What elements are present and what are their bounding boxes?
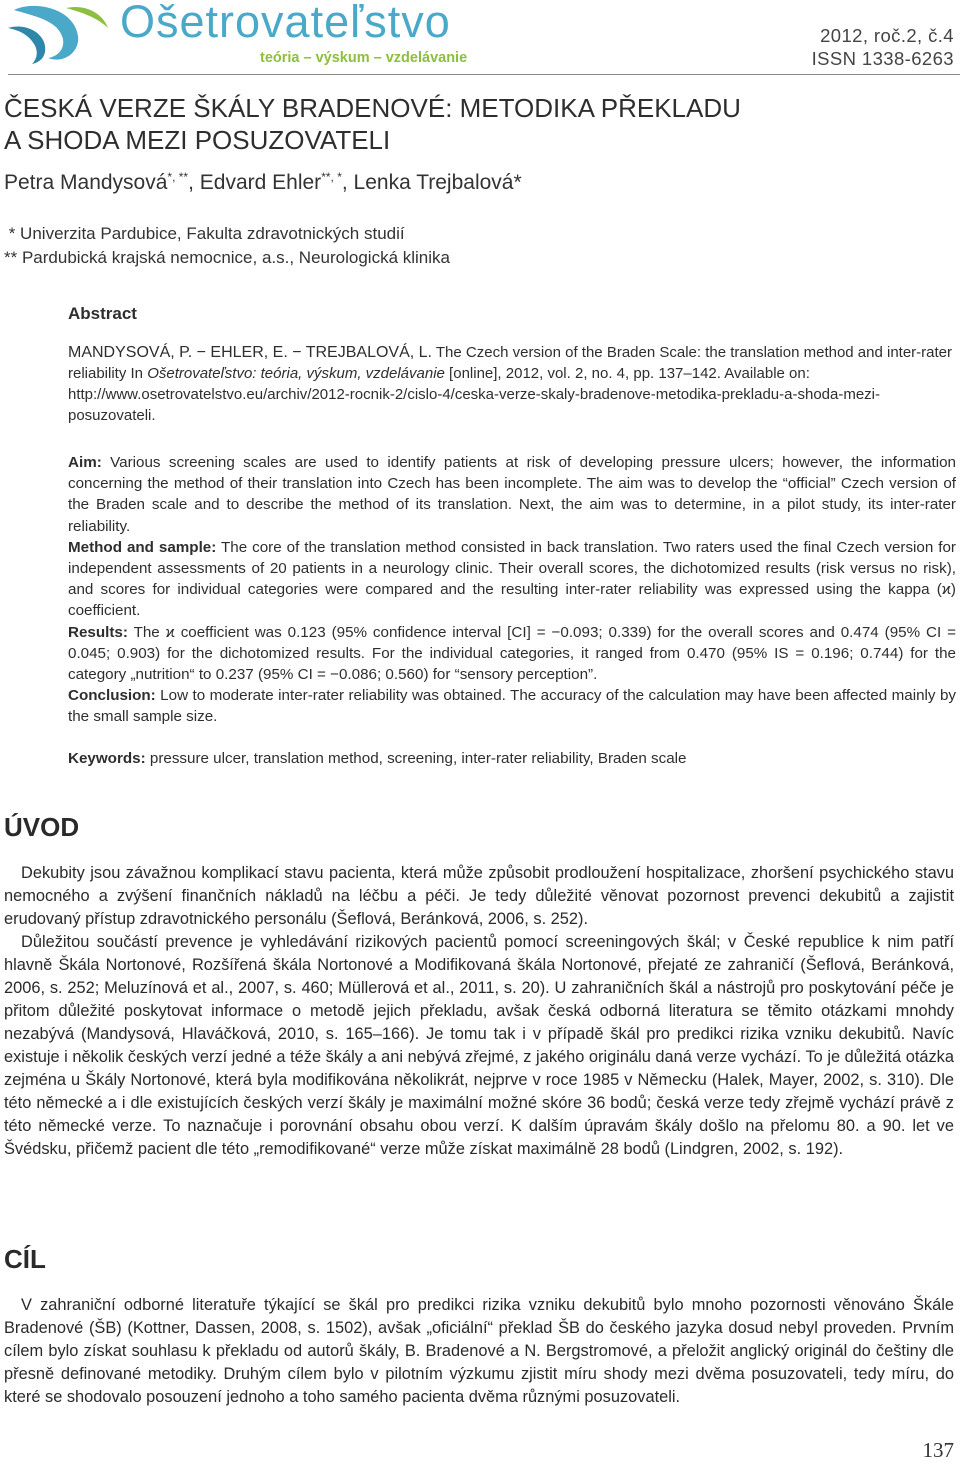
paragraph: Důležitou součástí prevence je vyhledávání rizikových pacientů pomocí screeningových škál; v České republice k nim patří hlavně Škála Nortonové, Rozšířená škála Nortonové a Modifikovaná škála Nortonové, přejaté ze zahraničí (Šeflová, Beránková, 2006, s. 252; Meluzínová et al., 2007, s. 460; Müllerová et al., 2011, s. 20). U zahraničních škál a nástrojů pro poskytování péče je přitom důležité poskytovat informace o metodě jejich překladu, avšak česká odborná literatura se těmito otázkami mnohdy nezabývá (Mandysová, Hlaváčková, 2010, s. 165–166). Je tomu tak i v případě škál pro predikci rizika vzniku dekubitů. Navíc existuje i několik českých verzí jedné a téže škály a ani nebývá zřejmé, z jakého originálu daná verze vychází. To je důležitá otázka zejména u Škály Nortonové, která byla modifikována několikrát, nejprve v roce 1985 v Německu (Halek, Mayer, 2002, s. 310). Dle této německé a i dle existujících českých verzí škály je maximální možné skóre 36 bodů; česká verze tedy zřejmě vychází právě z této německé verze. To naznačuje i porovnání obsahu obou verzí. K dalším úpravám škály došlo na přelomu 80. a 90. let ve Švédsku, přičemž pacient dle této „remodifikované“ verze může získat maximálně 28 bodů (Lindgren, 2002, s. 192).: [4, 933, 954, 1158]
affiliation-1: * Univerzita Pardubice, Fakulta zdravotnických studií: [4, 224, 405, 243]
author-name: Petra Mandysová: [4, 171, 168, 194]
results-text: The ϰ coefficient was 0.123 (95% confidence interval [CI] = −0.093; 0.339) for the overall scores and 0.474 (95% CI = 0.045; 0.903) for the dichotomized results. For the individual categories, it ranged from 0.470 (95% IS = 0.196; 0.744) for the category „nutrition“ to 0.237 (95% CI = −0.086; 0.560) for “sensory perception”.: [68, 623, 956, 684]
abstract-conclusion: [68, 685, 956, 727]
citation: [68, 342, 956, 426]
paragraph: Dekubity jsou závažnou komplikací stavu pacienta, která může způsobit prodloužení hospitalizace, zhoršení psychického stavu nemocného a zvýšení finančních nákladů na léčbu a péči. Je tedy důležité věnovat pozornost prevenci dekubitů a zajistit erudovaný přístup zdravotnického personálu (Šeflová, Beránková, 2006, s. 252).: [4, 864, 954, 928]
abstract-block: [68, 304, 956, 767]
citation-rest: [online], 2012, vol. 2, no. 4, pp. 137–142. Available on: http://www.osetrovatelstvo.eu/archiv/2012-rocnik-2/cislo-4/ceska-verze-skaly-bradenove-metodika-prekladu-a-shoda-mezi-posuzovateli.: [68, 365, 881, 424]
keywords-text: pressure ulcer, translation method, screening, inter-rater reliability, Braden scale: [145, 749, 687, 767]
method-label: Method and sample:: [68, 538, 217, 556]
author-affil-marker: *, **: [167, 170, 189, 184]
citation-journal: Ošetrovateľstvo: teória, výskum, vzdelávanie: [147, 365, 445, 382]
issue-info: [812, 24, 954, 70]
issn-line: ISSN 1338-6263: [811, 48, 954, 69]
keywords: [68, 750, 956, 767]
affiliation-2: ** Pardubická krajská nemocnice, a.s., Neurologická klinika: [4, 248, 450, 267]
journal-title: Ošetrovateľstvo: [120, 0, 451, 47]
title-line-2: A SHODA MEZI POSUZOVATELI: [4, 125, 391, 155]
conclusion-label: Conclusion:: [68, 687, 156, 705]
paragraph: V zahraniční odborné literatuře týkající se škál pro predikci rizika vzniku dekubitů bylo mnoho pozornosti věnováno Škále Bradenové (ŠB) (Kottner, Dassen, 2008, s. 1502), avšak „oficiální“ překlad ŠB do českého jazyka dosud nebyl proveden. Prvním cílem bylo získat souhlasu k překladu od autorů škály, B. Bradenové a N. Bergstromové, a přeložit anglický originál do češtiny dle přesně definované metodiky. Druhým cílem bylo v pilotním výzkumu zjistit míru shody mezi dvěma posuzovateli, tedy míru, do které se shodovalo posouzení jednoho a toho samého pacienta dvěma různými posuzovateli.: [4, 1296, 954, 1406]
citation-text: The Czech version of the Braden Scale: the translation method and inter-rater reliability In: [68, 344, 953, 382]
results-label: Results:: [68, 623, 128, 641]
abstract-heading: Abstract: [68, 304, 137, 323]
page-number: 137: [922, 1438, 954, 1462]
issue-line: 2012, roč.2, č.4: [820, 25, 954, 46]
author-list: [4, 170, 522, 195]
author-affil-marker: **, *: [321, 170, 342, 184]
section-heading-cil: CÍL: [4, 1244, 46, 1274]
method-text: The core of the translation method consisted in back translation. Two raters used the final Czech version for independent assessments of 20 patients in a neurology clinic. Their overall scores, the dichotomized results (risk versus no risk), and scores for individual categories were compared and the resulting inter-rater reliability was expressed using the kappa (ϰ) coefficient.: [68, 538, 956, 620]
keywords-label: Keywords:: [68, 749, 146, 767]
article-title: [4, 92, 864, 156]
affiliations: [4, 222, 450, 270]
aim-text: Various screening scales are used to identify patients at risk of developing pressure ulcers; however, the information concerning the method of their translation into Czech has been incomplete. The aim was to develop the “official” Czech version of the Braden scale and to describe the method of its translation. Next, the aim was to determine, in a pilot study, its inter-rater reliability.: [68, 454, 956, 535]
abstract-method: [68, 537, 956, 622]
aim-label: Aim:: [68, 454, 102, 471]
section-body-uvod: [4, 862, 954, 1161]
journal-logo: [4, 2, 484, 72]
section-heading-uvod: ÚVOD: [4, 812, 80, 842]
journal-swirl-icon: [4, 2, 122, 68]
author-name: , Edvard Ehler: [188, 171, 322, 194]
header-divider: [8, 74, 960, 75]
author-name: , Lenka Trejbalová*: [341, 171, 522, 194]
abstract-results: [68, 622, 956, 686]
section-body-cil: [4, 1294, 954, 1409]
abstract-aim: [68, 452, 956, 537]
title-line-1: ČESKÁ VERZE ŠKÁLY BRADENOVÉ: METODIKA PŘEKLADU: [4, 93, 741, 123]
conclusion-text: Low to moderate inter-rater reliability was obtained. The accuracy of the calculation may have been affected mainly by the small sample size.: [68, 687, 956, 726]
citation-authors: MANDYSOVÁ, P. − EHLER, E. − TREJBALOVÁ, L.: [68, 344, 432, 361]
journal-subtitle: teória – výskum – vzdelávanie: [260, 50, 468, 66]
